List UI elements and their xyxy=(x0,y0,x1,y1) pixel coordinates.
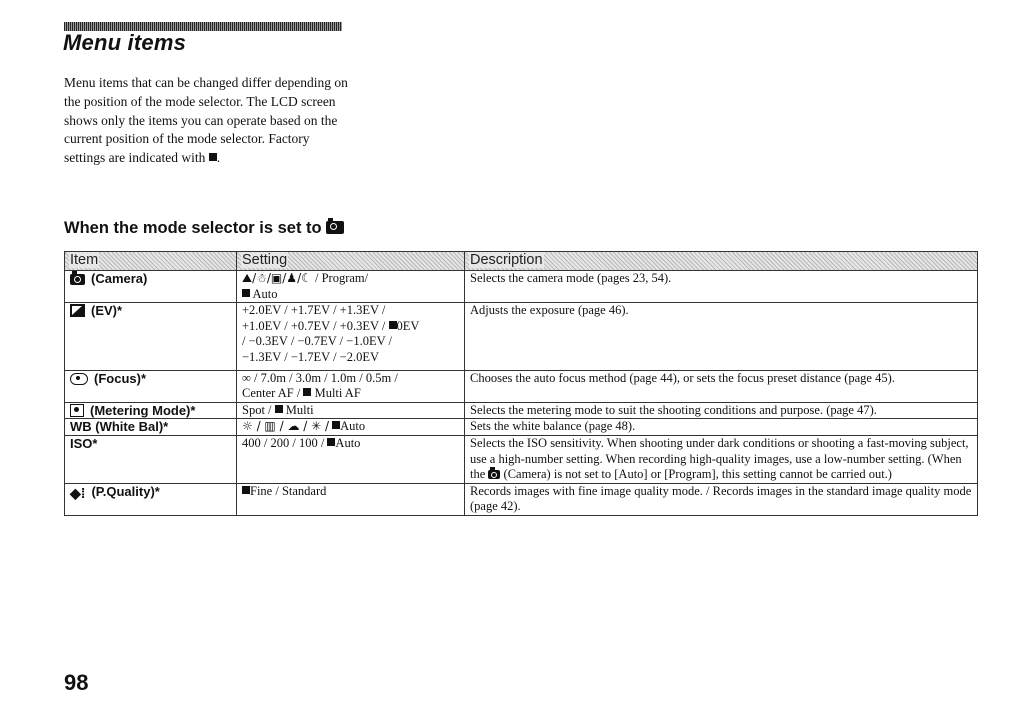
row-setting: ∞ / 7.0m / 3.0m / 1.0m / 0.5m / Center AF / Multi AF xyxy=(237,370,465,402)
page-number: 98 xyxy=(64,670,89,695)
menu-items-table xyxy=(64,251,978,516)
camera-icon xyxy=(70,274,85,285)
row-description: Sets the white balance (page 48). xyxy=(465,419,978,436)
table-header-row xyxy=(65,252,978,271)
default-marker-icon xyxy=(275,405,283,413)
table-row xyxy=(65,435,978,483)
metering-icon xyxy=(70,404,84,417)
table-row xyxy=(65,271,978,303)
camera-icon xyxy=(488,470,500,479)
row-setting: ⛰/☃/▣/♟/☾ / Program/ Auto xyxy=(237,271,465,303)
row-setting: Fine / Standard xyxy=(237,483,465,515)
focus-icon xyxy=(70,373,88,385)
table-row xyxy=(65,419,978,436)
header-description: Description xyxy=(465,252,978,271)
row-description: Records images with fine image quality mode. / Records images in the standard image quality mode (page 42). xyxy=(465,483,978,515)
quality-icon: ◆⁞ xyxy=(70,484,86,501)
row-description: Chooses the auto focus method (page 44), or sets the focus preset distance (page 45). xyxy=(465,370,978,402)
scene-mode-icons: ⛰/☃/▣/♟/☾ xyxy=(242,271,312,285)
row-description: Selects the metering mode to suit the shooting conditions and purpose. (page 47). xyxy=(465,402,978,419)
row-setting: +2.0EV / +1.7EV / +1.3EV / +1.0EV / +0.7EV / +0.3EV / 0EV / −0.3EV / −0.7EV / −1.0EV / −1.3EV / −1.7EV / −2.0EV xyxy=(237,303,465,370)
row-description: Selects the camera mode (pages 23, 54). xyxy=(465,271,978,303)
table-row xyxy=(65,402,978,419)
default-marker-icon xyxy=(242,486,250,494)
header-setting: Setting xyxy=(237,252,465,271)
row-item-ev: (EV)* xyxy=(65,303,237,370)
header-item: Item xyxy=(65,252,237,271)
row-description: Adjusts the exposure (page 46). xyxy=(465,303,978,370)
table-row xyxy=(65,483,978,515)
row-item-focus: (Focus)* xyxy=(65,370,237,402)
page-title: Menu items xyxy=(63,30,187,55)
row-item-metering: (Metering Mode)* xyxy=(65,402,237,419)
row-item-camera: (Camera) xyxy=(65,271,237,303)
section-heading: When the mode selector is set to xyxy=(64,219,344,238)
row-setting: 400 / 200 / 100 / Auto xyxy=(237,435,465,483)
default-marker-icon xyxy=(242,289,250,297)
default-marker-icon xyxy=(209,153,217,161)
intro-paragraph: Menu items that can be changed differ depending on the position of the mode selector. The LCD screen shows only the items you can operate based on the current position of the mode selector. Factory settings are indicated with . xyxy=(64,75,348,166)
default-marker-icon xyxy=(303,388,311,396)
row-item-white-balance: WB (White Bal)* xyxy=(65,419,237,436)
exposure-icon xyxy=(70,304,85,317)
table-row xyxy=(65,303,978,370)
camera-icon xyxy=(326,221,344,234)
row-setting: Spot / Multi xyxy=(237,402,465,419)
row-description: Selects the ISO sensitivity. When shooting under dark conditions or shooting a fast-moving subject, use a high-number setting. When recording high-quality images, use a low-number setting. (When the (Camera) is not set to [Auto] or [Program], this setting cannot be carried out.) xyxy=(465,435,978,483)
default-marker-icon xyxy=(389,321,397,329)
row-setting: ☼ / ▥ / ☁ / ✳ / Auto xyxy=(237,419,465,436)
table-row xyxy=(65,370,978,402)
row-item-iso: ISO* xyxy=(65,435,237,483)
row-item-picture-quality: ◆⁞ (P.Quality)* xyxy=(65,483,237,515)
default-marker-icon xyxy=(332,421,340,429)
white-balance-icons: ☼ / ▥ / ☁ / ✳ / xyxy=(242,419,330,434)
